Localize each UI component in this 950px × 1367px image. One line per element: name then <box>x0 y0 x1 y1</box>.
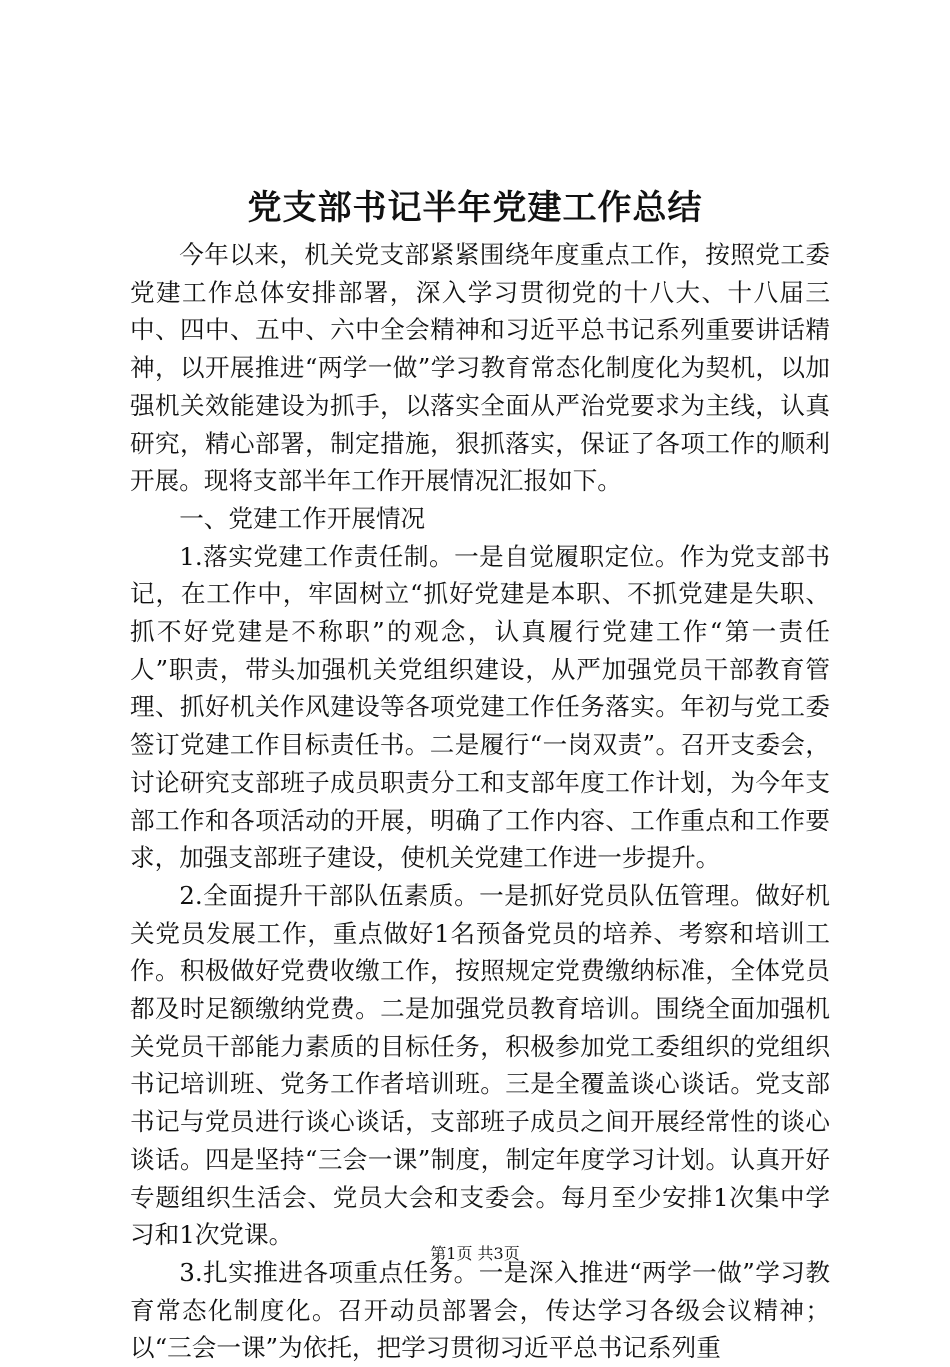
document-title: 党支部书记半年党建工作总结 <box>247 188 703 228</box>
page-number-footer: 第1页 共3页 <box>430 1244 520 1263</box>
paragraph-item-3: 3.扎实推进各项重点任务。一是深入推进“两学一做”学习教育常态化制度化。召开动员部署会，传达学习各级会议精神；以“三会一课”为依托，把学习贯彻习近平总书记系列重 <box>130 1257 830 1363</box>
paragraph-intro: 今年以来，机关党支部紧紧围绕年度重点工作，按照党工委党建工作总体安排部署，深入学习贯彻党的十八大、十八届三中、四中、五中、六中全会精神和习近平总书记系列重要讲话精神，以开展推进“两学一做”学习教育常态化制度化为契机，以加强机关效能建设为抓手，以落实全面从严治党要求为主线，认真研究，精心部署，制定措施，狠抓落实，保证了各项工作的顺利开展。现将支部半年工作开展情况汇报如下。 <box>130 240 830 496</box>
paragraph-item-1: 1.落实党建工作责任制。一是自觉履职定位。作为党支部书记，在工作中，牢固树立“抓好党建是本职、不抓党建是失职、抓不好党建是不称职”的观念，认真履行党建工作“第一责任人”职责，带头加强机关党组织建设，从严加强党员干部教育管理、抓好机关作风建设等各项党建工作任务落实。年初与党工委签订党建工作目标责任书。二是履行“一岗双责”。召开支委会，讨论研究支部班子成员职责分工和支部年度工作计划，为今年支部工作和各项活动的开展，明确了工作内容、工作重点和工作要求，加强支部班子建设，使机关党建工作进一步提升。 <box>130 541 830 873</box>
document-body <box>130 236 830 1367</box>
section-heading: 一、党建工作开展情况 <box>179 503 426 533</box>
paragraph-item-2: 2.全面提升干部队伍素质。一是抓好党员队伍管理。做好机关党员发展工作，重点做好1名预备党员的培养、考察和培训工作。积极做好党费收缴工作，按照规定党费缴纳标准，全体党员都及时足额缴纳党费。二是加强党员教育培训。围绕全面加强机关党员干部能力素质的目标任务，积极参加党工委组织的党组织书记培训班、党务工作者培训班。三是全覆盖谈心谈话。党支部书记与党员进行谈心谈话，支部班子成员之间开展经常性的谈心谈话。四是坚持“三会一课”制度，制定年度学习计划。认真开好专题组织生活会、党员大会和支委会。每月至少安排1次集中学习和1次党课。 <box>130 880 830 1250</box>
